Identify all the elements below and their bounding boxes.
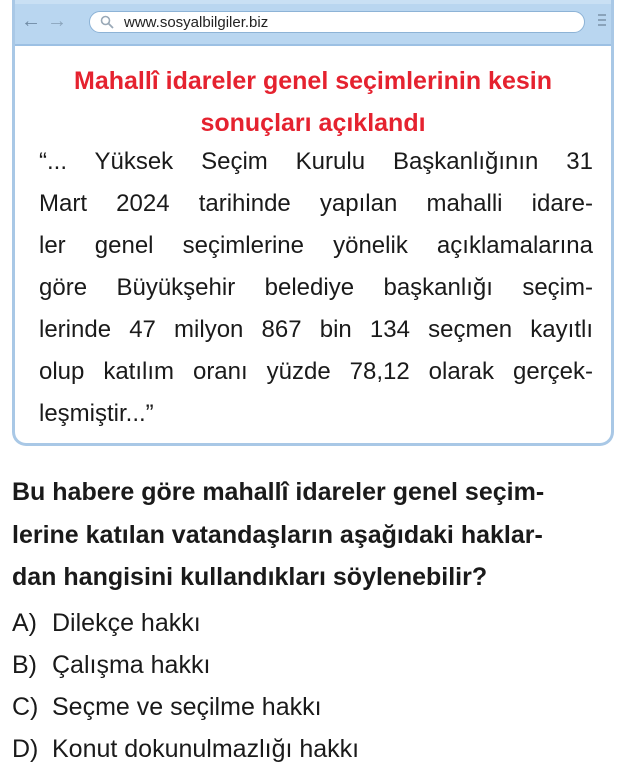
option-a[interactable] bbox=[12, 607, 201, 639]
option-text: Seçme ve seçilme hakkı bbox=[52, 693, 322, 721]
menu-icon[interactable] bbox=[597, 14, 607, 30]
question-line: Bu habere göre mahallî idareler genel seçim- bbox=[12, 478, 545, 506]
toolbar-top-strip bbox=[15, 0, 611, 4]
option-b[interactable] bbox=[12, 649, 210, 681]
forward-arrow-icon[interactable]: → bbox=[47, 10, 67, 32]
article-body-line: lerinde 47 milyon 867 bin 134 seçmen kayıtlı bbox=[39, 316, 593, 343]
search-icon bbox=[100, 15, 114, 29]
option-letter: D) bbox=[12, 735, 39, 763]
article-body-line: ler genel seçimlerine yönelik açıklamalarına bbox=[39, 232, 593, 259]
option-c[interactable] bbox=[12, 691, 322, 723]
article-body-line: Mart 2024 tarihinde yapılan mahalli idare- bbox=[39, 190, 593, 217]
option-text: Konut dokunulmazlığı hakkı bbox=[52, 735, 360, 763]
back-arrow-icon[interactable]: ← bbox=[21, 10, 41, 32]
browser-toolbar bbox=[15, 0, 611, 46]
article-body-line: göre Büyükşehir belediye başkanlığı seçim- bbox=[39, 274, 593, 301]
option-letter: C) bbox=[12, 693, 39, 721]
option-text: Dilekçe hakkı bbox=[52, 609, 201, 637]
question-line: lerine katılan vatandaşların aşağıdaki haklar- bbox=[12, 521, 543, 549]
option-letter: B) bbox=[12, 651, 37, 679]
option-letter: A) bbox=[12, 609, 37, 637]
question-line: dan hangisini kullandıkları söylenebilir? bbox=[12, 563, 488, 591]
url-text[interactable]: www.sosyalbilgiler.biz bbox=[124, 14, 269, 31]
option-text: Çalışma hakkı bbox=[52, 651, 211, 679]
article-headline-line-2: sonuçları açıklandı bbox=[200, 109, 426, 137]
article-body-line: leşmiştir...” bbox=[39, 400, 154, 427]
article-body-line: olup katılım oranı yüzde 78,12 olarak gerçek- bbox=[39, 358, 593, 385]
article-body-line: “... Yüksek Seçim Kurulu Başkanlığının 31 bbox=[39, 148, 593, 175]
browser-window bbox=[12, 0, 614, 446]
address-bar[interactable] bbox=[89, 11, 585, 33]
option-d[interactable] bbox=[12, 733, 359, 765]
article-headline-line-1: Mahallî idareler genel seçimlerinin kesin bbox=[74, 67, 552, 95]
